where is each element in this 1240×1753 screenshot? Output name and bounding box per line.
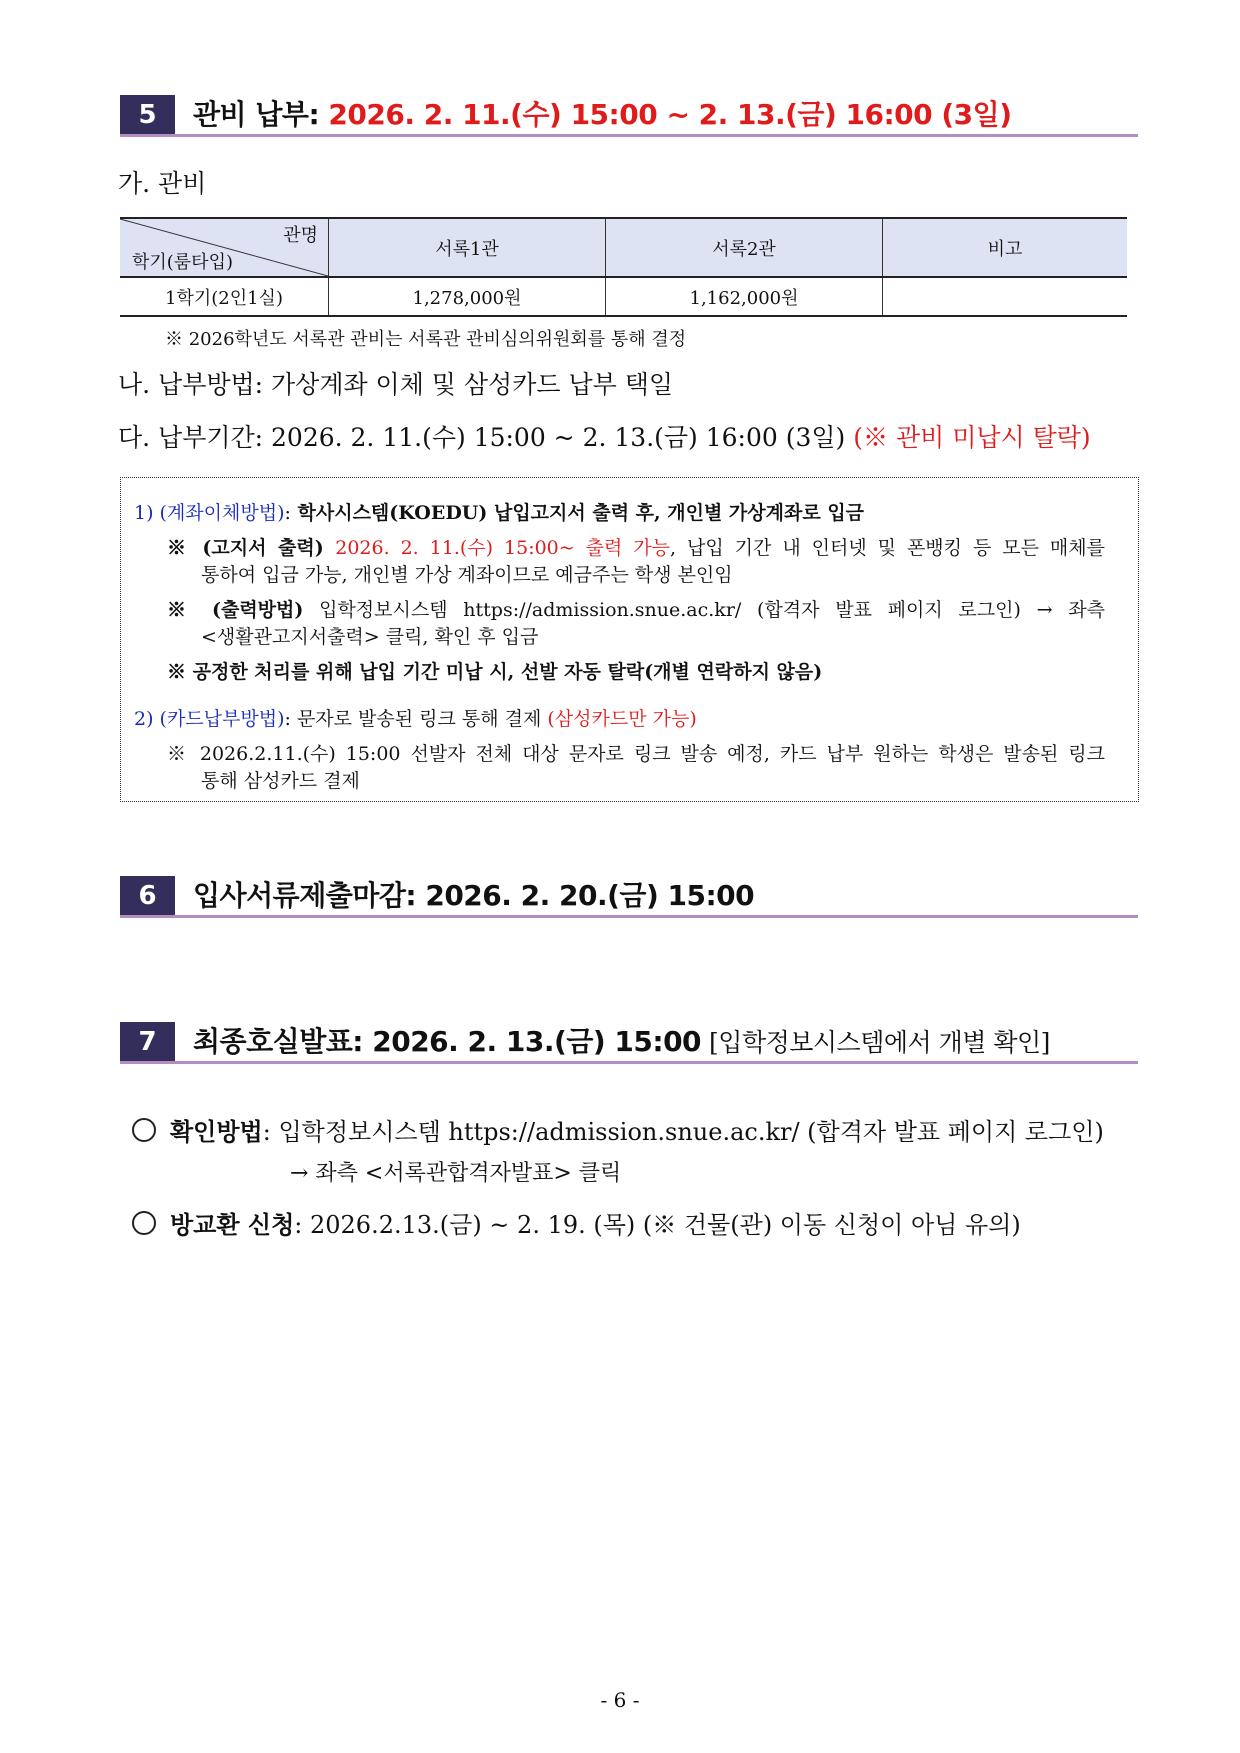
section-number: 7 [120, 1022, 175, 1062]
column-header: 서록2관 [606, 218, 883, 277]
section-number: 5 [120, 95, 175, 135]
subheading-ga: 가. 관비 [118, 169, 207, 198]
section-subtitle: [입학정보시스템에서 개별 확인] [709, 1028, 1050, 1057]
section-rule [120, 1061, 1138, 1064]
section-title: 최종호실발표: 2026. 2. 13.(금) 15:00 [입학정보시스템에서 개별 확인] [193, 1025, 1050, 1058]
fee-note: ※ 2026학년도 서록관 관비는 서록관 관비심의위원회를 통해 결정 [165, 329, 687, 350]
card-link-note-cont: 통해 삼성카드 결제 [201, 770, 360, 792]
print-method-note-cont: <생활관고지서출력> 클릭, 확인 후 입금 [201, 626, 539, 648]
card-payment-item: 2) (카드납부방법): 문자로 발송된 링크 통해 결제 (삼성카드만 가능) [134, 708, 697, 730]
invoice-print-note: ※ (고지서 출력) 2026. 2. 11.(수) 15:00~ 출력 가능, 납입 기간 내 인터넷 및 폰뱅킹 등 모든 매체를 [167, 537, 1105, 559]
confirm-method-cont: → 좌측 <서록관합격자발표> 클릭 [290, 1161, 622, 1186]
section-rule [120, 134, 1138, 137]
fee-table [120, 217, 1127, 317]
table-cell: 1,162,000원 [606, 277, 883, 316]
payment-info-box [120, 477, 1139, 802]
section-5-header [120, 95, 1138, 137]
page-number: - 6 - [600, 1688, 640, 1712]
circle-bullet-icon [132, 1118, 156, 1142]
corner-label-top: 관명 [283, 225, 318, 246]
diagonal-header-cell [120, 218, 329, 277]
section-number: 6 [120, 876, 175, 916]
invoice-print-note-cont: 통하여 입금 가능, 개인별 가상 계좌이므로 예금주는 학생 본인임 [201, 564, 733, 586]
nonpayment-warning: (※ 관비 미납시 탈락) [853, 423, 1091, 452]
payment-period: 2026. 2. 11.(수) 15:00 ~ 2. 13.(금) 16:00 (3일) [328, 98, 1012, 131]
table-cell [883, 277, 1128, 316]
section-rule [120, 915, 1138, 918]
room-swap-bullet: 방교환 신청: 2026.2.13.(금) ~ 2. 19. (목) (※ 건물(관) 이동 신청이 아님 유의) [132, 1205, 1021, 1240]
card-link-note: ※ 2026.2.11.(수) 15:00 선발자 전체 대상 문자로 링크 발송 예정, 카드 납부 원하는 학생은 발송된 링크 [167, 743, 1105, 765]
corner-label-bottom: 학기(룸타입) [132, 252, 233, 273]
section-7-header [120, 1022, 1138, 1064]
account-transfer-item: 1) (계좌이체방법): 학사시스템(KOEDU) 납입고지서 출력 후, 개인별 가상계좌로 입금 [134, 502, 865, 524]
subheading-da: 다. 납부기간: 2026. 2. 11.(수) 15:00 ~ 2. 13.(금) 16:00 (3일) (※ 관비 미납시 탈락) [118, 423, 1091, 452]
row-label: 1학기(2인1실) [120, 277, 329, 316]
confirm-method-bullet: 확인방법: 입학정보시스템 https://admission.snue.ac.kr/ (합격자 발표 페이지 로그인) [132, 1112, 1104, 1147]
print-method-note: ※ (출력방법) 입학정보시스템 https://admission.snue.ac.kr/ (합격자 발표 페이지 로그인) → 좌측 [167, 599, 1105, 621]
table-row [120, 277, 1127, 316]
auto-drop-note: ※ 공정한 처리를 위해 납입 기간 미납 시, 선발 자동 탈락(개별 연락하지 않음) [167, 661, 823, 683]
subheading-na: 나. 납부방법: 가상계좌 이체 및 삼성카드 납부 택일 [118, 370, 673, 399]
circle-bullet-icon [132, 1211, 156, 1235]
column-header: 비고 [883, 218, 1128, 277]
section-title: 관비 납부: 2026. 2. 11.(수) 15:00 ~ 2. 13.(금) 16:00 (3일) [193, 98, 1012, 131]
table-cell: 1,278,000원 [329, 277, 606, 316]
column-header: 서록1관 [329, 218, 606, 277]
table-header-row [120, 218, 1127, 277]
section-6-header [120, 876, 1138, 918]
section-title: 입사서류제출마감: 2026. 2. 20.(금) 15:00 [193, 879, 755, 912]
